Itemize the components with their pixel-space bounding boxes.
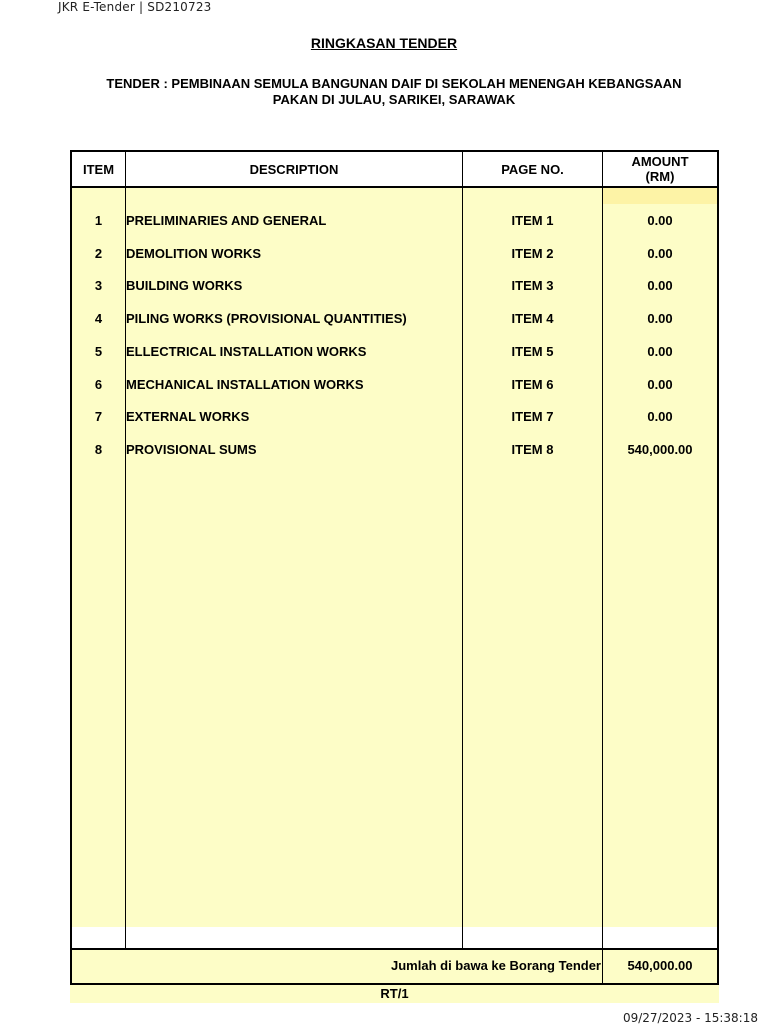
row-amount: 540,000.00 <box>627 441 693 457</box>
print-timestamp: 09/27/2023 - 15:38:18 <box>622 1011 758 1025</box>
row-item-number: 7 <box>94 409 103 425</box>
amount-column-highlight <box>603 188 717 204</box>
total-amount: 540,000.00 <box>627 958 693 973</box>
tender-title-line-2: PAKAN DI JULAU, SARIKEI, SARAWAK <box>272 92 516 107</box>
row-item-number: 3 <box>94 278 103 294</box>
table-row <box>72 377 717 397</box>
row-page-number: ITEM 8 <box>511 441 554 457</box>
page-title: RINGKASAN TENDER <box>310 35 458 51</box>
table-row <box>72 442 717 462</box>
page-code: RT/1 <box>380 986 409 1001</box>
row-amount: 0.00 <box>647 311 673 327</box>
row-description: PROVISIONAL SUMS <box>126 441 257 457</box>
row-description: DEMOLITION WORKS <box>126 245 262 261</box>
row-amount: 0.00 <box>647 213 673 228</box>
table-row <box>72 213 717 233</box>
column-divider <box>125 927 126 948</box>
column-divider <box>125 152 126 948</box>
row-item-number: 6 <box>94 376 103 392</box>
column-header-amount-unit: (RM) <box>645 169 675 184</box>
column-divider <box>602 152 603 983</box>
row-description: ELLECTRICAL INSTALLATION WORKS <box>126 343 367 359</box>
column-divider <box>462 927 463 948</box>
row-description: EXTERNAL WORKS <box>126 409 250 425</box>
table-header-row <box>72 152 717 188</box>
row-item-number: 2 <box>94 245 103 261</box>
row-page-number: ITEM 6 <box>511 376 554 392</box>
row-item-number: 5 <box>94 343 103 359</box>
column-divider <box>602 927 603 948</box>
column-header-item: ITEM <box>82 161 115 177</box>
table-row <box>72 409 717 429</box>
table-row <box>72 278 717 298</box>
table-row <box>72 246 717 266</box>
row-page-number: ITEM 2 <box>511 245 554 261</box>
row-description: PILING WORKS (PROVISIONAL QUANTITIES) <box>126 311 407 327</box>
table-row <box>72 344 717 364</box>
row-amount: 0.00 <box>647 376 673 392</box>
row-item-number: 4 <box>94 311 103 327</box>
system-header: JKR E-Tender | SD210723 <box>58 0 212 14</box>
tender-title-line-1: TENDER : PEMBINAAN SEMULA BANGUNAN DAIF DI SEKOLAH MENENGAH KEBANGSAAN <box>106 76 682 91</box>
column-header-amount <box>603 152 717 186</box>
table-row <box>72 311 717 331</box>
summary-table <box>70 150 719 985</box>
row-page-number: ITEM 4 <box>511 311 554 327</box>
table-bottom-strip <box>72 927 717 948</box>
row-amount: 0.00 <box>647 409 673 425</box>
row-amount: 0.00 <box>647 343 673 359</box>
row-page-number: ITEM 1 <box>511 213 554 228</box>
row-amount: 0.00 <box>647 278 673 294</box>
row-page-number: ITEM 3 <box>511 278 554 294</box>
row-description: MECHANICAL INSTALLATION WORKS <box>126 376 364 392</box>
column-divider <box>462 152 463 948</box>
total-row <box>72 948 717 983</box>
total-label: Jumlah di bawa ke Borang Tender <box>391 958 601 973</box>
row-item-number: 1 <box>94 213 103 228</box>
row-amount: 0.00 <box>647 245 673 261</box>
row-description: PRELIMINARIES AND GENERAL <box>126 213 327 228</box>
row-page-number: ITEM 5 <box>511 343 554 359</box>
row-description: BUILDING WORKS <box>126 278 243 294</box>
column-header-page: PAGE NO. <box>501 161 564 177</box>
row-item-number: 8 <box>94 441 103 457</box>
row-page-number: ITEM 7 <box>511 409 554 425</box>
column-header-description: DESCRIPTION <box>249 161 339 177</box>
column-header-amount-label: AMOUNT <box>631 154 689 169</box>
tender-title <box>60 76 728 108</box>
